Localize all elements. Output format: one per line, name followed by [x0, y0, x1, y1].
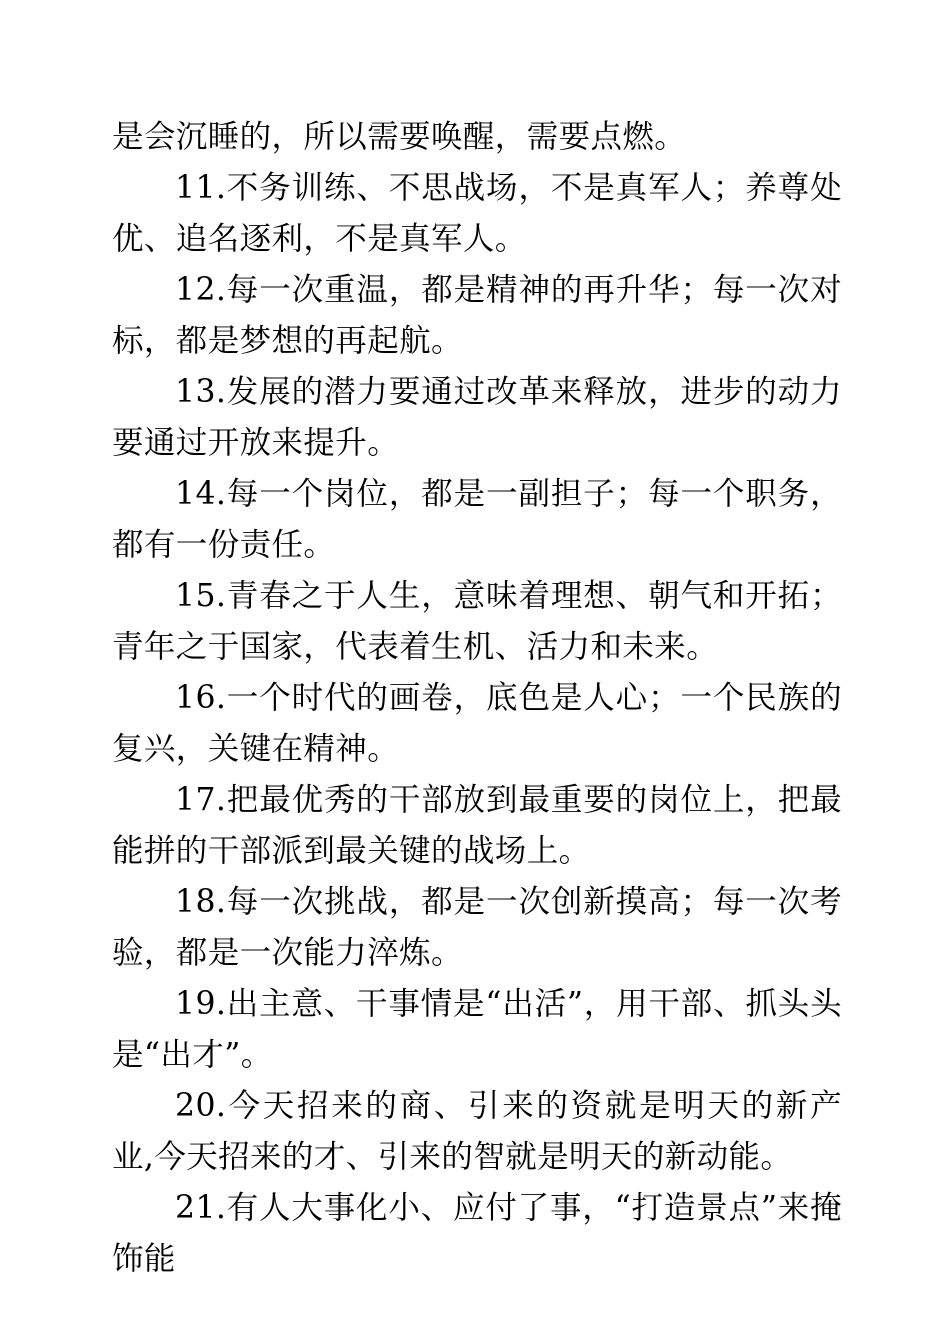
paragraph-item-18: 18.每一次挑战，都是一次创新摸高；每一次考验，都是一次能力淬炼。 — [112, 884, 842, 972]
paragraph-item-21: 21.有人大事化小、应付了事，“打造景点”来掩饰能 — [112, 1190, 842, 1278]
paragraph-continuation: 是会沉睡的，所以需要唤醒，需要点燃。 — [112, 119, 687, 155]
paragraph-item-15: 15.青春之于人生，意味着理想、朝气和开拓；青年之于国家，代表着生机、活力和未来。 — [112, 578, 842, 666]
paragraph-item-17: 17.把最优秀的干部放到最重要的岗位上，把最能拼的干部派到最关键的战场上。 — [112, 782, 842, 870]
paragraph-item-14: 14.每一个岗位，都是一副担子；每一个职务，都有一份责任。 — [112, 476, 842, 564]
paragraph-item-19: 19.出主意、干事情是“出活”，用干部、抓头头是“出才”。 — [112, 986, 842, 1074]
paragraph-item-20: 20.今天招来的商、引来的资就是明天的新产业,今天招来的才、引来的智就是明天的新动能。 — [112, 1088, 842, 1176]
paragraph-item-12: 12.每一次重温，都是精神的再升华；每一次对标，都是梦想的再起航。 — [112, 272, 842, 360]
document-body — [112, 112, 842, 1285]
paragraph-item-11: 11.不务训练、不思战场，不是真军人；养尊处优、追名逐利，不是真军人。 — [112, 170, 842, 258]
paragraph-item-13: 13.发展的潜力要通过改革来释放，进步的动力要通过开放来提升。 — [112, 374, 842, 462]
paragraph-item-16: 16.一个时代的画卷，底色是人心；一个民族的复兴，关键在精神。 — [112, 680, 842, 768]
